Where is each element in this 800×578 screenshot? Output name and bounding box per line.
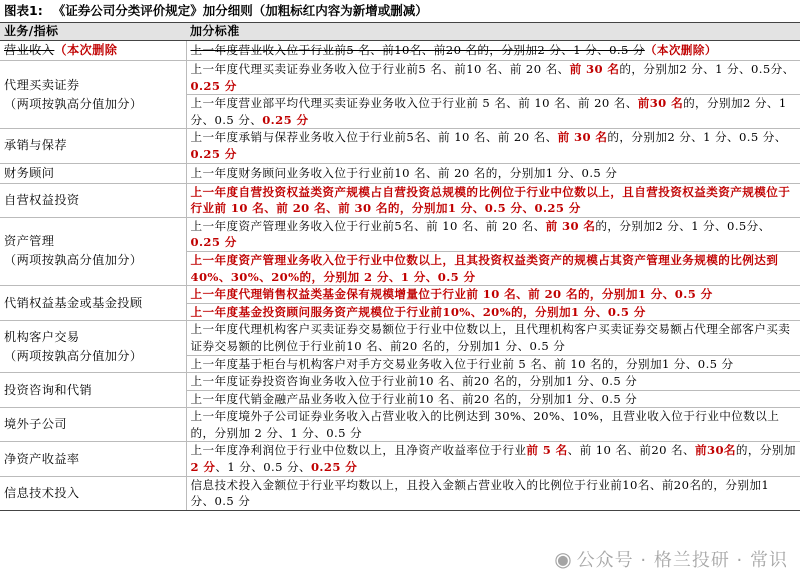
table-caption — [4, 0, 796, 22]
table-row-revenue — [0, 41, 800, 61]
criteria-cell: 上一年度代理机构客户买卖证券交易额位于行业中位数以上，且代理机构客户买卖证券交易额占代理全部客户买卖证券交易额的比例位于行业前10 名、前20 名的，分别加1 分、0.5 分 — [186, 321, 800, 355]
table-row-institutional — [0, 321, 800, 355]
table-row-underwriting — [0, 129, 800, 163]
criteria-cell: 上一年度营业部平均代理买卖证券业务收入位于行业前 5 名、前 10 名、前 20 名、前30 名的，分别加2 分、1 分、0.5 分、0.25 分 — [186, 95, 800, 129]
category-cell: 信息技术投入 — [0, 476, 186, 510]
table-header-row — [0, 23, 800, 41]
category-cell: 投资咨询和代销 — [0, 373, 186, 408]
category-cell: 机构客户交易 （两项按孰高分值加分） — [0, 321, 186, 373]
category-cell: 财务顾问 — [0, 163, 186, 183]
criteria-cell: 上一年度承销与保荐业务收入位于行业前5名、前 10 名、前 20 名、前 30 名的，分别加2 分、1 分、0.5 分、0.25 分 — [186, 129, 800, 163]
table-row-overseas — [0, 408, 800, 442]
criteria-cell: 上一年度代销金融产品业务收入位于行业前10 名、前20 名的，分别加1 分、0.5 分 — [186, 390, 800, 408]
criteria-cell: 上一年度代理买卖证券业务收入位于行业前5 名、前10 名、前 20 名、前 30 名的，分别加2 分、1 分、0.5分、0.25 分 — [186, 61, 800, 95]
table-row-fund-sales — [0, 286, 800, 304]
header-category: 业务/指标 — [0, 23, 186, 41]
category-cell: 境外子公司 — [0, 408, 186, 442]
criteria-cell: 上一年度基于柜台与机构客户对手方交易业务收入位于行业前 5 名、前 10 名的，分别加1 分、0.5 分 — [186, 355, 800, 373]
criteria-cell: 上一年度证券投资咨询业务收入位于行业前10 名、前20 名的，分别加1 分、0.5 分 — [186, 373, 800, 391]
category-cell: 资产管理 （两项按孰高分值加分） — [0, 217, 186, 285]
caption-title: 《证券公司分类评价规定》加分细则（加粗标红内容为新增或删减） — [52, 3, 428, 18]
wechat-icon: ◉ — [554, 547, 573, 571]
table-row-it-investment — [0, 476, 800, 510]
criteria-cell: 上一年度自营投资权益类资产规模占自营投资总规模的比例位于行业中位数以上，且自营投资权益类资产规模位于行业前 10 名、前 20 名、前 30 名的，分别加1 分、0.5 分、0.25 分 — [186, 183, 800, 217]
category-cell: 代理买卖证券 （两项按孰高分值加分） — [0, 61, 186, 129]
criteria-cell: 上一年度资产管理业务收入位于行业中位数以上，且其投资权益类资产的规模占其资产管理业务规模的比例达到40%、30%、20%的，分别加 2 分、1 分、0.5 分 — [186, 251, 800, 285]
table-row-advisory — [0, 163, 800, 183]
criteria-cell: 上一年度代理销售权益类基金保有规模增量位于行业前 10 名、前 20 名的，分别加1 分、0.5 分 — [186, 286, 800, 304]
table-row-roe — [0, 442, 800, 476]
criteria-cell: 信息技术投入金额位于行业平均数以上，且投入金额占营业收入的比例位于行业前10名、前20名的，分别加1 分、0.5 分 — [186, 476, 800, 510]
criteria-cell: 上一年度基金投资顾问服务资产规模位于行业前10%、20%的，分别加1 分、0.5 分 — [186, 303, 800, 321]
category-cell: 净资产收益率 — [0, 442, 186, 476]
table-row-consulting — [0, 373, 800, 391]
caption-label: 图表1: — [4, 3, 43, 18]
criteria-cell: 上一年度财务顾问业务收入位于行业前10 名、前 20 名的，分别加1 分、0.5 分 — [186, 163, 800, 183]
table-row-brokerage — [0, 61, 800, 95]
criteria-cell: 上一年度营业收入位于行业前5 名、前10名、前20 名的，分别加2 分、1 分、0.5 分（本次删除） — [186, 41, 800, 61]
category-cell: 营业收入（本次删除 — [0, 41, 186, 61]
table-row-asset-management — [0, 217, 800, 251]
criteria-cell: 上一年度境外子公司证券业务收入占营业收入的比例达到 30%、20%、10%，且营业收入位于行业中位数以上的，分别加 2 分、1 分、0.5 分 — [186, 408, 800, 442]
criteria-cell: 上一年度净利润位于行业中位数以上，且净资产收益率位于行业前 5 名、前 10 名、前20 名、前30名的，分别加2 分、1 分、0.5 分、0.25 分 — [186, 442, 800, 476]
category-cell: 代销权益基金或基金投顾 — [0, 286, 186, 321]
category-cell: 承销与保荐 — [0, 129, 186, 163]
category-cell: 自营权益投资 — [0, 183, 186, 217]
criteria-cell: 上一年度资产管理业务收入位于行业前5名、前 10 名、前 20 名、前 30 名的，分别加2 分、1 分、0.5分、0.25 分 — [186, 217, 800, 251]
table-row-proprietary — [0, 183, 800, 217]
header-criteria: 加分标准 — [186, 23, 800, 41]
scoring-table — [0, 22, 800, 511]
watermark: ◉ 公众号 · 格兰投研 · 常识 — [554, 547, 788, 571]
